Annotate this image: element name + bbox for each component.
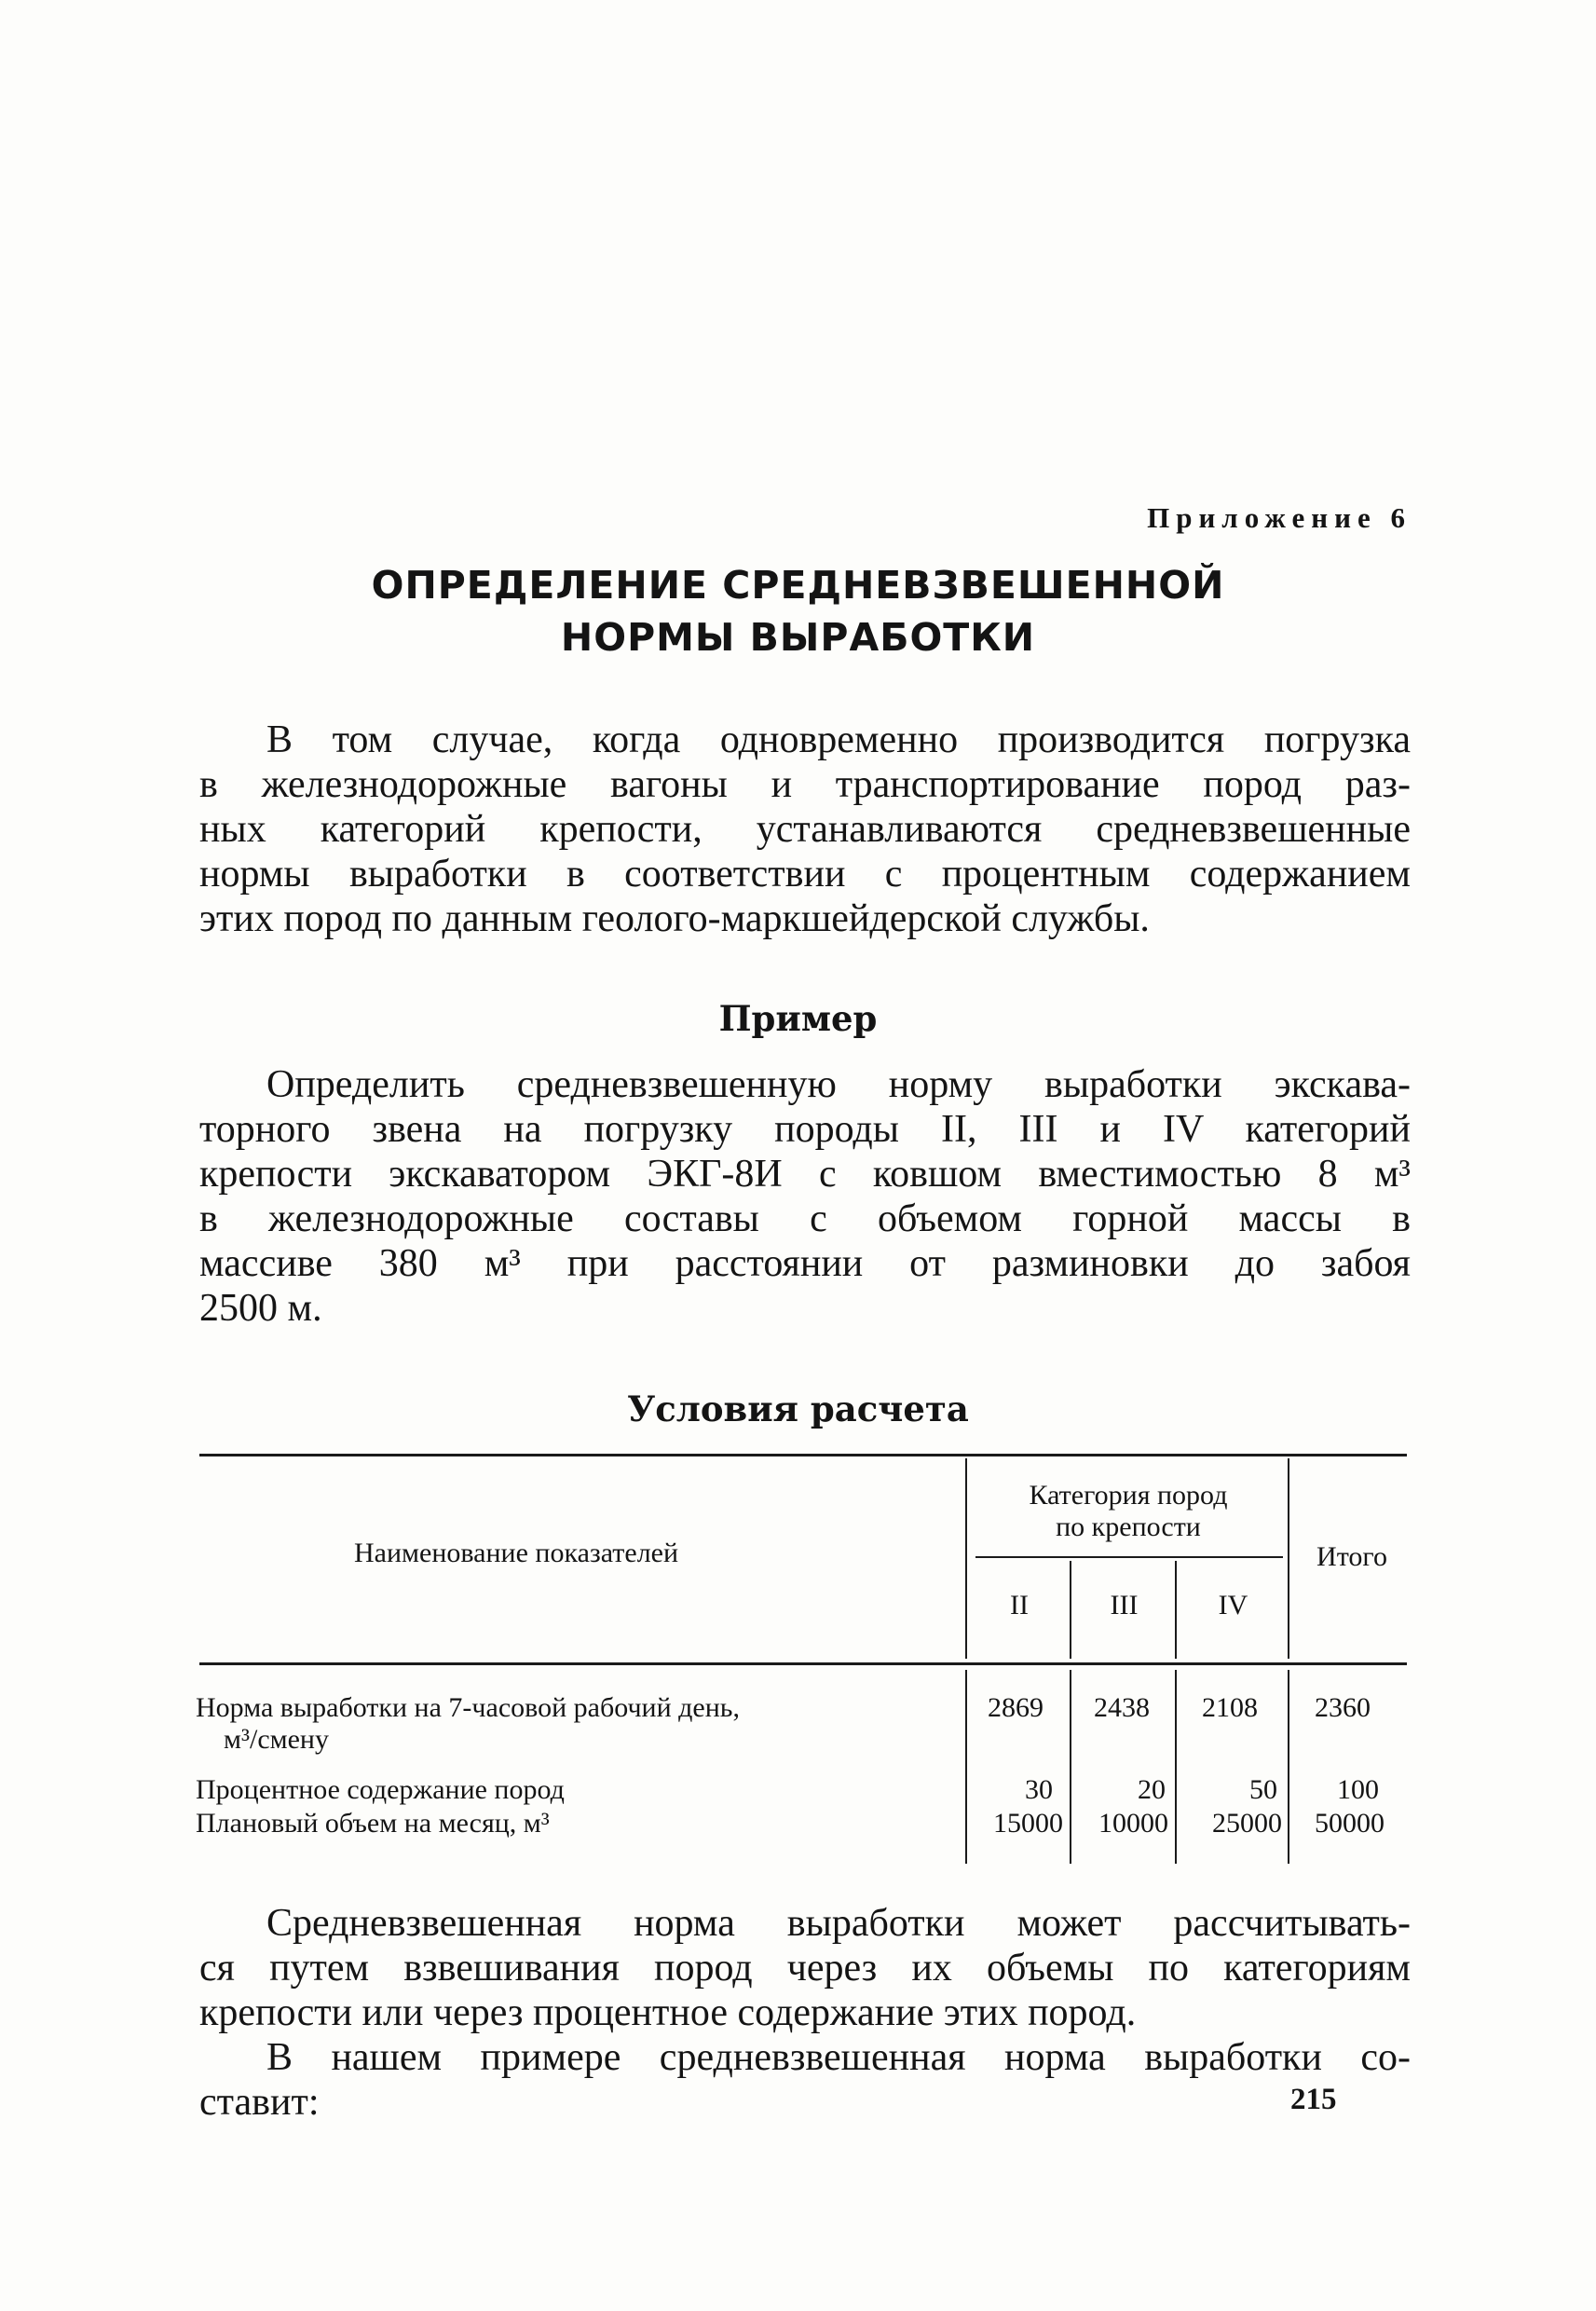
row-label-cont: м³/смену bbox=[224, 1724, 329, 1755]
category-rule bbox=[975, 1556, 1283, 1558]
cell-iv: 25000 bbox=[1212, 1808, 1282, 1839]
example-paragraph bbox=[199, 1062, 1411, 1331]
text-line: в железнодорожные вагоны и транспортирование пород раз- bbox=[199, 763, 1411, 806]
row-label: Процентное содержание пород bbox=[196, 1774, 565, 1805]
title-line-1: ОПРЕДЕЛЕНИЕ СРЕДНЕВЗВЕШЕННОЙ bbox=[371, 563, 1225, 608]
cell-total: 50000 bbox=[1315, 1808, 1385, 1839]
example-heading: Пример bbox=[718, 998, 878, 1039]
conclusion-paragraph bbox=[199, 1901, 1411, 2125]
text-line: в железнодорожные составы с объемом горной массы в bbox=[199, 1197, 1411, 1240]
col-rule bbox=[1070, 1561, 1071, 1659]
header-cat-ii: II bbox=[1010, 1590, 1029, 1620]
cell-total: 100 bbox=[1337, 1774, 1379, 1805]
page-number: 215 bbox=[1290, 2083, 1337, 2116]
text-line: крепости или через процентное содержание этих пород. bbox=[199, 1991, 1137, 2034]
table-top-rule bbox=[199, 1454, 1407, 1456]
page-title bbox=[0, 559, 1596, 663]
text-line: Определить средневзвешенную норму выработки экскава- bbox=[266, 1063, 1411, 1106]
text-line: массиве 380 м³ при расстоянии от разминовки до забоя bbox=[199, 1242, 1411, 1285]
cell-iii: 20 bbox=[1138, 1774, 1166, 1805]
text-line: 2500 м. bbox=[199, 1287, 322, 1330]
header-category-2: по крепости bbox=[1056, 1511, 1201, 1542]
header-category-1: Категория пород bbox=[1029, 1480, 1228, 1511]
cell-iv: 2108 bbox=[1202, 1692, 1258, 1723]
col-rule bbox=[965, 1458, 967, 1659]
title-line-2: НОРМЫ ВЫРАБОТКИ bbox=[560, 615, 1036, 660]
header-name: Наименование показателей bbox=[354, 1538, 679, 1568]
cell-total: 2360 bbox=[1315, 1692, 1371, 1723]
text-line: ставит: bbox=[199, 2081, 320, 2124]
text-line: этих пород по данным геолого-маркшейдерской службы. bbox=[199, 897, 1150, 940]
cell-iv: 50 bbox=[1249, 1774, 1277, 1805]
cell-iii: 10000 bbox=[1098, 1808, 1168, 1839]
text-line: ных категорий крепости, устанавливаются средневзвешенные bbox=[199, 808, 1411, 851]
table-title: Условия расчета bbox=[627, 1388, 969, 1429]
text-line: крепости экскаватором ЭКГ-8И с ковшом вместимостью 8 м³ bbox=[199, 1153, 1411, 1196]
header-total: Итого bbox=[1316, 1541, 1387, 1572]
col-rule bbox=[1288, 1458, 1289, 1659]
appendix-label: Приложение 6 bbox=[1147, 501, 1412, 534]
row-label: Норма выработки на 7-часовой рабочий день, bbox=[196, 1692, 740, 1723]
text-line: нормы выработки в соответствии с процентным содержанием bbox=[199, 853, 1411, 896]
text-line: В том случае, когда одновременно производится погрузка bbox=[266, 718, 1411, 761]
intro-paragraph bbox=[199, 718, 1411, 941]
text-line: торного звена на погрузку породы II, III и IV категорий bbox=[199, 1108, 1411, 1151]
header-cat-iv: IV bbox=[1218, 1590, 1248, 1620]
header-cat-iii: III bbox=[1110, 1590, 1139, 1620]
cell-ii: 30 bbox=[1025, 1774, 1053, 1805]
text-line: В нашем примере средневзвешенная норма выработки со- bbox=[266, 2036, 1411, 2079]
header-bottom-rule bbox=[199, 1662, 1407, 1665]
text-line: ся путем взвешивания пород через их объемы по категориям bbox=[199, 1947, 1411, 1990]
text-line: Средневзвешенная норма выработки может рассчитывать- bbox=[266, 1902, 1411, 1945]
cell-ii: 15000 bbox=[993, 1808, 1063, 1839]
col-rule bbox=[1175, 1561, 1177, 1659]
row-label: Плановый объем на месяц, м³ bbox=[196, 1808, 550, 1839]
cell-iii: 2438 bbox=[1094, 1692, 1150, 1723]
cell-ii: 2869 bbox=[988, 1692, 1044, 1723]
